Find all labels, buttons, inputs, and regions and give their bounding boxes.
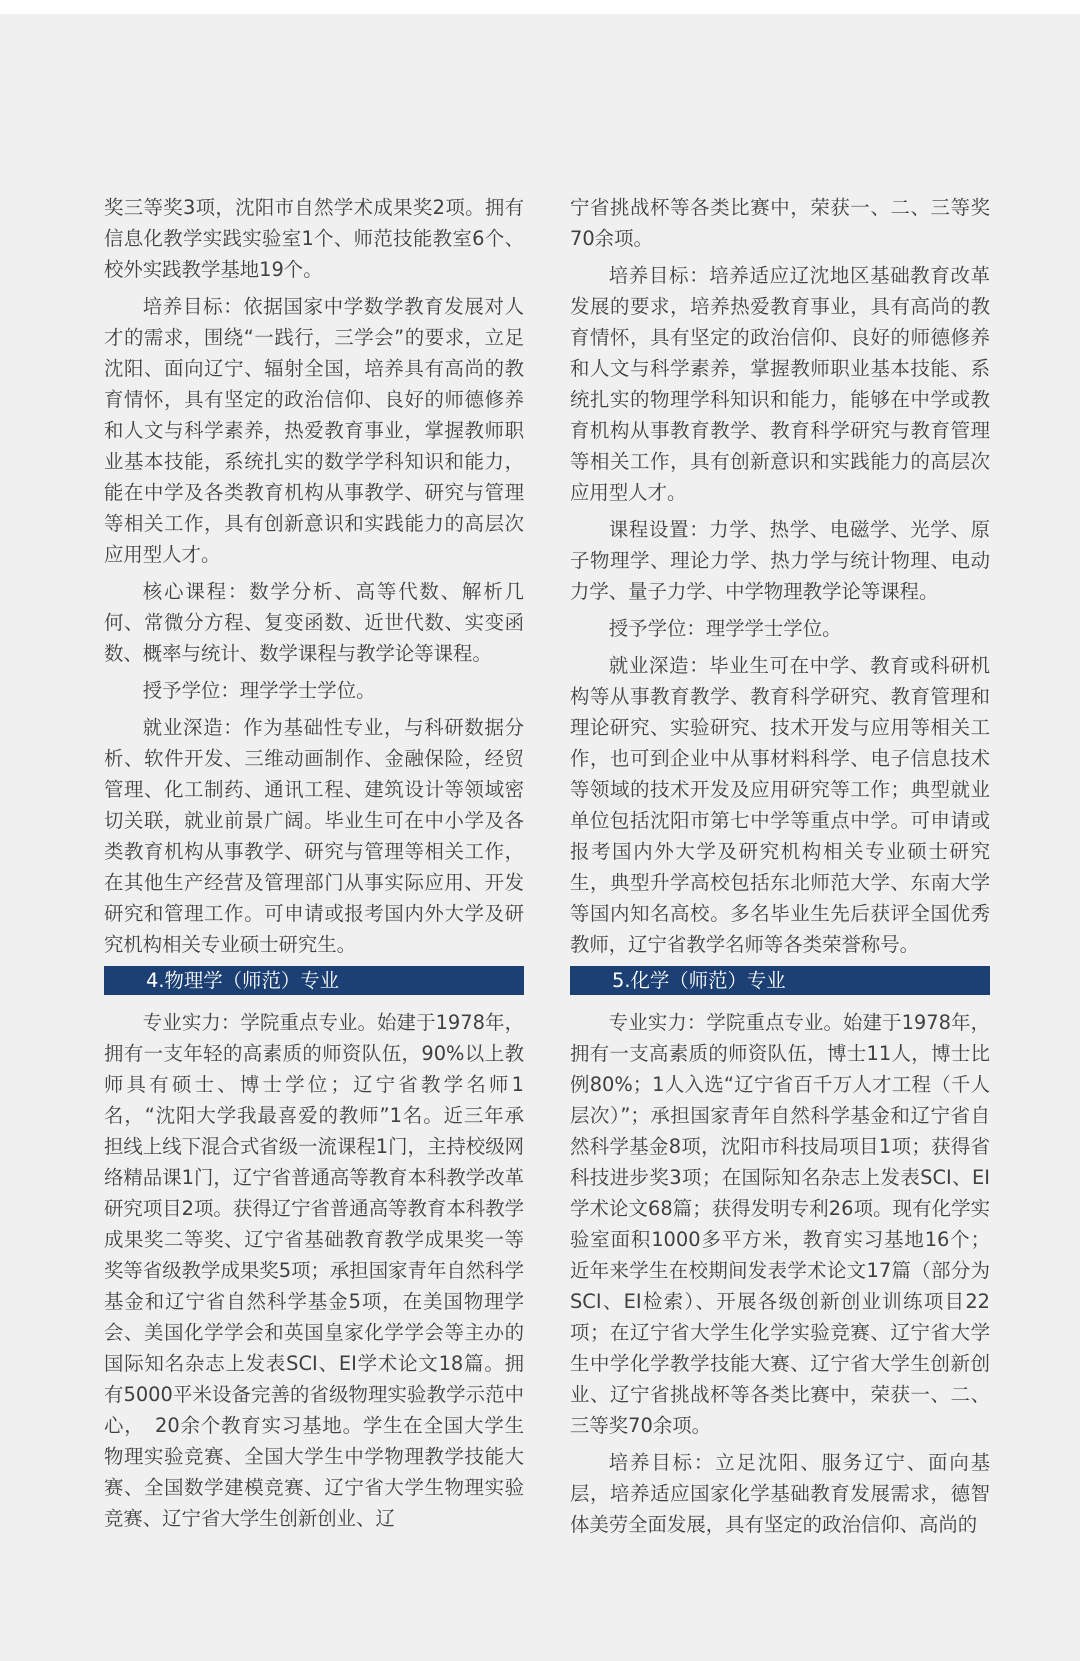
paragraph-chemistry-training-goal: 培养目标：立足沈阳、服务辽宁、面向基层，培养适应国家化学基础教育发展需求，德智体美劳全面发展，具有坚定的政治信仰、高尚的 <box>570 1451 990 1536</box>
paragraph-math-awards-cont: 奖三等奖3项，沈阳市自然学术成果奖2项。拥有信息化教学实践实验室1个、师范技能教室6个、校外实践教学基地19个。 <box>104 196 524 281</box>
paragraph-physics-awards-cont: 宁省挑战杯等各类比赛中，荣获一、二、三等奖70余项。 <box>570 196 990 250</box>
page <box>0 14 1080 1661</box>
paragraph-physics-courses: 课程设置：力学、热学、电磁学、光学、原子物理学、理论力学、热力学与统计物理、电动力学、量子力学、中学物理教学论等课程。 <box>570 518 990 603</box>
paragraph-physics-employment: 就业深造：毕业生可在中学、教育或科研机构等从事教育教学、教育科学研究、教育管理和理论研究、实验研究、技术开发与应用等相关工作，也可到企业中从事材料科学、电子信息技术等领域的技术开发及应用研究等工作；典型就业单位包括沈阳市第七中学等重点中学。可申请或报考国内外大学及研究机构相关专业硕士研究生，典型升学高校包括东北师范大学、东南大学等国内知名高校。多名毕业生先后获评全国优秀教师，辽宁省教学名师等各类荣誉称号。 <box>570 654 990 956</box>
section-header-physics: 4.物理学（师范）专业 <box>104 966 524 995</box>
left-column <box>104 192 524 1540</box>
paragraph-physics-strength: 专业实力：学院重点专业。始建于1978年，拥有一支年轻的高素质的师资队伍，90%以上教师具有硕士、博士学位；辽宁省教学名师1名，“沈阳大学我最喜爱的教师”1名。近三年承担线上线下混合式省级一流课程1门，主持校级网络精品课1门，辽宁省普通高等教育本科教学改革研究项目2项。获得辽宁省普通高等教育本科教学成果奖二等奖、辽宁省基础教育教学成果奖一等奖等省级教学成果奖5项；承担国家青年自然科学基金和辽宁省自然科学基金5项，在美国物理学会、美国化学学会和英国皇家化学学会等主办的国际知名杂志上发表SCI、EI学术论文18篇。拥有5000平米设备完善的省级物理实验教学示范中心， 20余个教育实习基地。学生在全国大学生物理实验竞赛、全国大学生中学物理教学技能大赛、全国数学建模竞赛、辽宁省大学生物理实验竞赛、辽宁省大学生创新创业、辽 <box>104 1011 524 1530</box>
paragraph-math-training-goal: 培养目标：依据国家中学数学教育发展对人才的需求，围绕“一践行，三学会”的要求，立足沈阳、面向辽宁、辐射全国，培养具有高尚的教育情怀，具有坚定的政治信仰、良好的师德修养和人文与科学素养，热爱教育事业，掌握教师职业基本技能，系统扎实的数学学科知识和能力，能在中学及各类教育机构从事教学、研究与管理等相关工作，具有创新意识和实践能力的高层次应用型人才。 <box>104 295 524 566</box>
paragraph-math-core-courses: 核心课程：数学分析、高等代数、解析几何、常微分方程、复变函数、近世代数、实变函数、概率与统计、数学课程与教学论等课程。 <box>104 580 524 665</box>
paragraph-math-degree: 授予学位：理学学士学位。 <box>142 679 376 702</box>
section-header-chemistry: 5.化学（师范）专业 <box>570 966 990 995</box>
paragraph-physics-degree: 授予学位：理学学士学位。 <box>608 617 842 640</box>
paragraph-chemistry-strength: 专业实力：学院重点专业。始建于1978年，拥有一支高素质的师资队伍，博士11人，博士比例80%；1人入选“辽宁省百千万人才工程（千人层次）”；承担国家青年自然科学基金和辽宁省自然科学基金8项，沈阳市科技局项目1项；获得省科技进步奖3项；在国际知名杂志上发表SCI、EI学术论文68篇；获得发明专利26项。现有化学实验室面积1000多平方米，教育实习基地16个；近年来学生在校期间发表学术论文17篇（部分为SCI、EI检索）、开展各级创新创业训练项目22项；在辽宁省大学生化学实验竞赛、辽宁省大学生中学化学教学技能大赛、辽宁省大学生创新创业、辽宁省挑战杯等各类比赛中，荣获一、二、三等奖70余项。 <box>570 1011 990 1437</box>
right-column <box>570 192 990 1546</box>
paragraph-physics-training-goal: 培养目标：培养适应辽沈地区基础教育改革发展的要求，培养热爱教育事业，具有高尚的教育情怀，具有坚定的政治信仰、良好的师德修养和人文与科学素养，掌握教师职业基本技能、系统扎实的物理学科知识和能力，能够在中学或教育机构从事教育教学、教育科学研究与教育管理等相关工作，具有创新意识和实践能力的高层次应用型人才。 <box>570 264 990 504</box>
paragraph-math-employment: 就业深造：作为基础性专业，与科研数据分析、软件开发、三维动画制作、金融保险，经贸管理、化工制药、通讯工程、建筑设计等领域密切关联，就业前景广阔。毕业生可在中小学及各类教育机构从事教学、研究与管理等相关工作，在其他生产经营及管理部门从事实际应用、开发研究和管理工作。可申请或报考国内外大学及研究机构相关专业硕士研究生。 <box>104 716 524 956</box>
